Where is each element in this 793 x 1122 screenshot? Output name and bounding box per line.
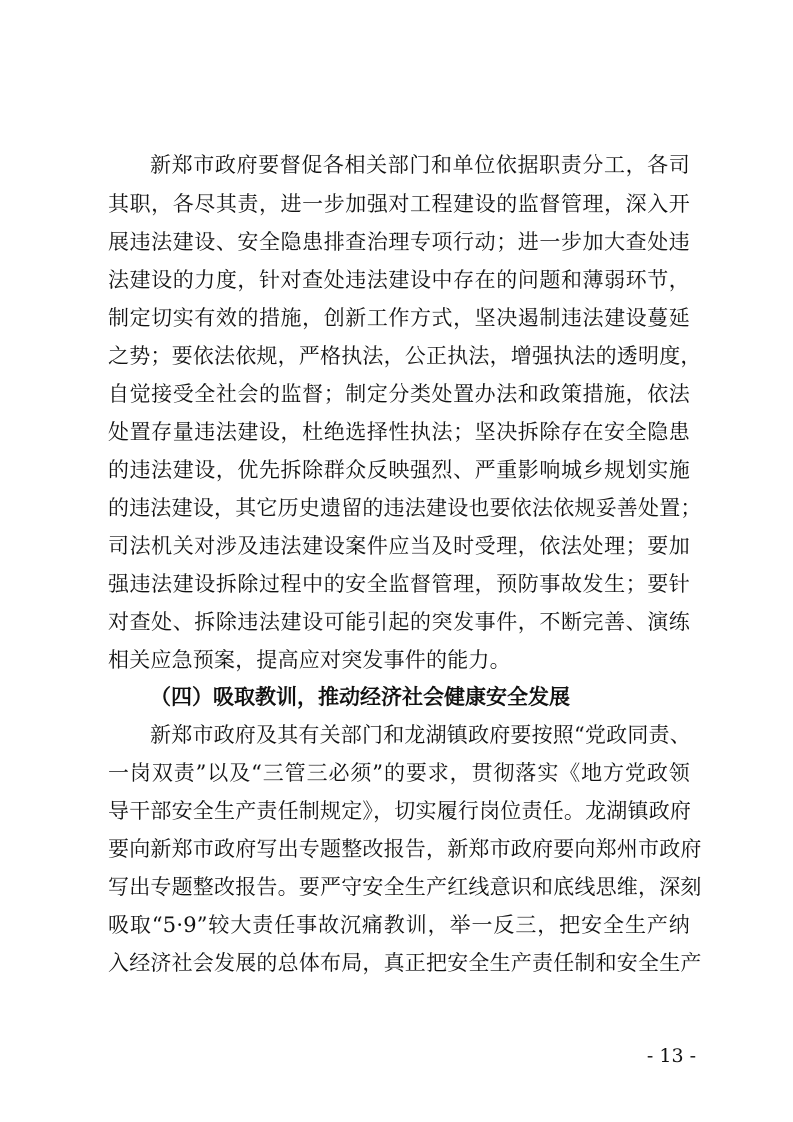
text-line: 入经济社会发展的总体布局，真正把安全生产责任制和安全生产 — [108, 951, 702, 975]
text-line: 新郑市政府及其有关部门和龙湖镇政府要按照“党政同责、 — [150, 723, 691, 747]
text-line: 法建设的力度，针对查处违法建设中存在的问题和薄弱环节， — [108, 268, 690, 292]
page-number: - 13 - — [646, 1045, 696, 1067]
text-line: 的违法建设，优先拆除群众反映强烈、严重影响城乡规划实施 — [108, 458, 690, 482]
text-line: 一岗双责”以及“三管三必须”的要求，贯彻落实《地方党政领 — [108, 761, 690, 785]
text-line: 其职，各尽其责，进一步加强对工程建设的监督管理，深入开 — [108, 192, 690, 216]
text-line: 对查处、拆除违法建设可能引起的突发事件，不断完善、演练 — [108, 610, 690, 634]
text-line: 之势；要依法依规，严格执法，公正执法，增强执法的透明度， — [108, 344, 702, 368]
text-line: 处置存量违法建设，杜绝选择性执法；坚决拆除存在安全隐患 — [108, 420, 690, 444]
text-line: 相关应急预案，提高应对突发事件的能力。 — [108, 648, 511, 672]
text-line: 导干部安全生产责任制规定》，切实履行岗位责任。龙湖镇政府 — [108, 799, 692, 823]
text-line: 的违法建设，其它历史遗留的违法建设也要依法依规妥善处置； — [108, 496, 702, 520]
text-line: 要向新郑市政府写出专题整改报告，新郑市政府要向郑州市政府 — [108, 837, 702, 861]
text-line: 吸取“5·9”较大责任事故沉痛教训，举一反三，把安全生产纳 — [108, 913, 690, 937]
section-heading: （四）吸取教训，推动经济社会健康安全发展 — [150, 685, 570, 709]
text-line: 强违法建设拆除过程中的安全监督管理，预防事故发生；要针 — [108, 572, 690, 596]
text-line: 司法机关对涉及违法建设案件应当及时受理，依法处理；要加 — [108, 534, 690, 558]
text-line: 新郑市政府要督促各相关部门和单位依据职责分工，各司 — [150, 153, 690, 177]
text-line: 制定切实有效的措施，创新工作方式，坚决遏制违法建设蔓延 — [108, 306, 690, 330]
text-line: 展违法建设、安全隐患排查治理专项行动；进一步加大查处违 — [108, 230, 690, 254]
text-line: 自觉接受全社会的监督；制定分类处置办法和政策措施，依法 — [108, 382, 690, 406]
text-line: 写出专题整改报告。要严守安全生产红线意识和底线思维，深刻 — [108, 875, 702, 899]
